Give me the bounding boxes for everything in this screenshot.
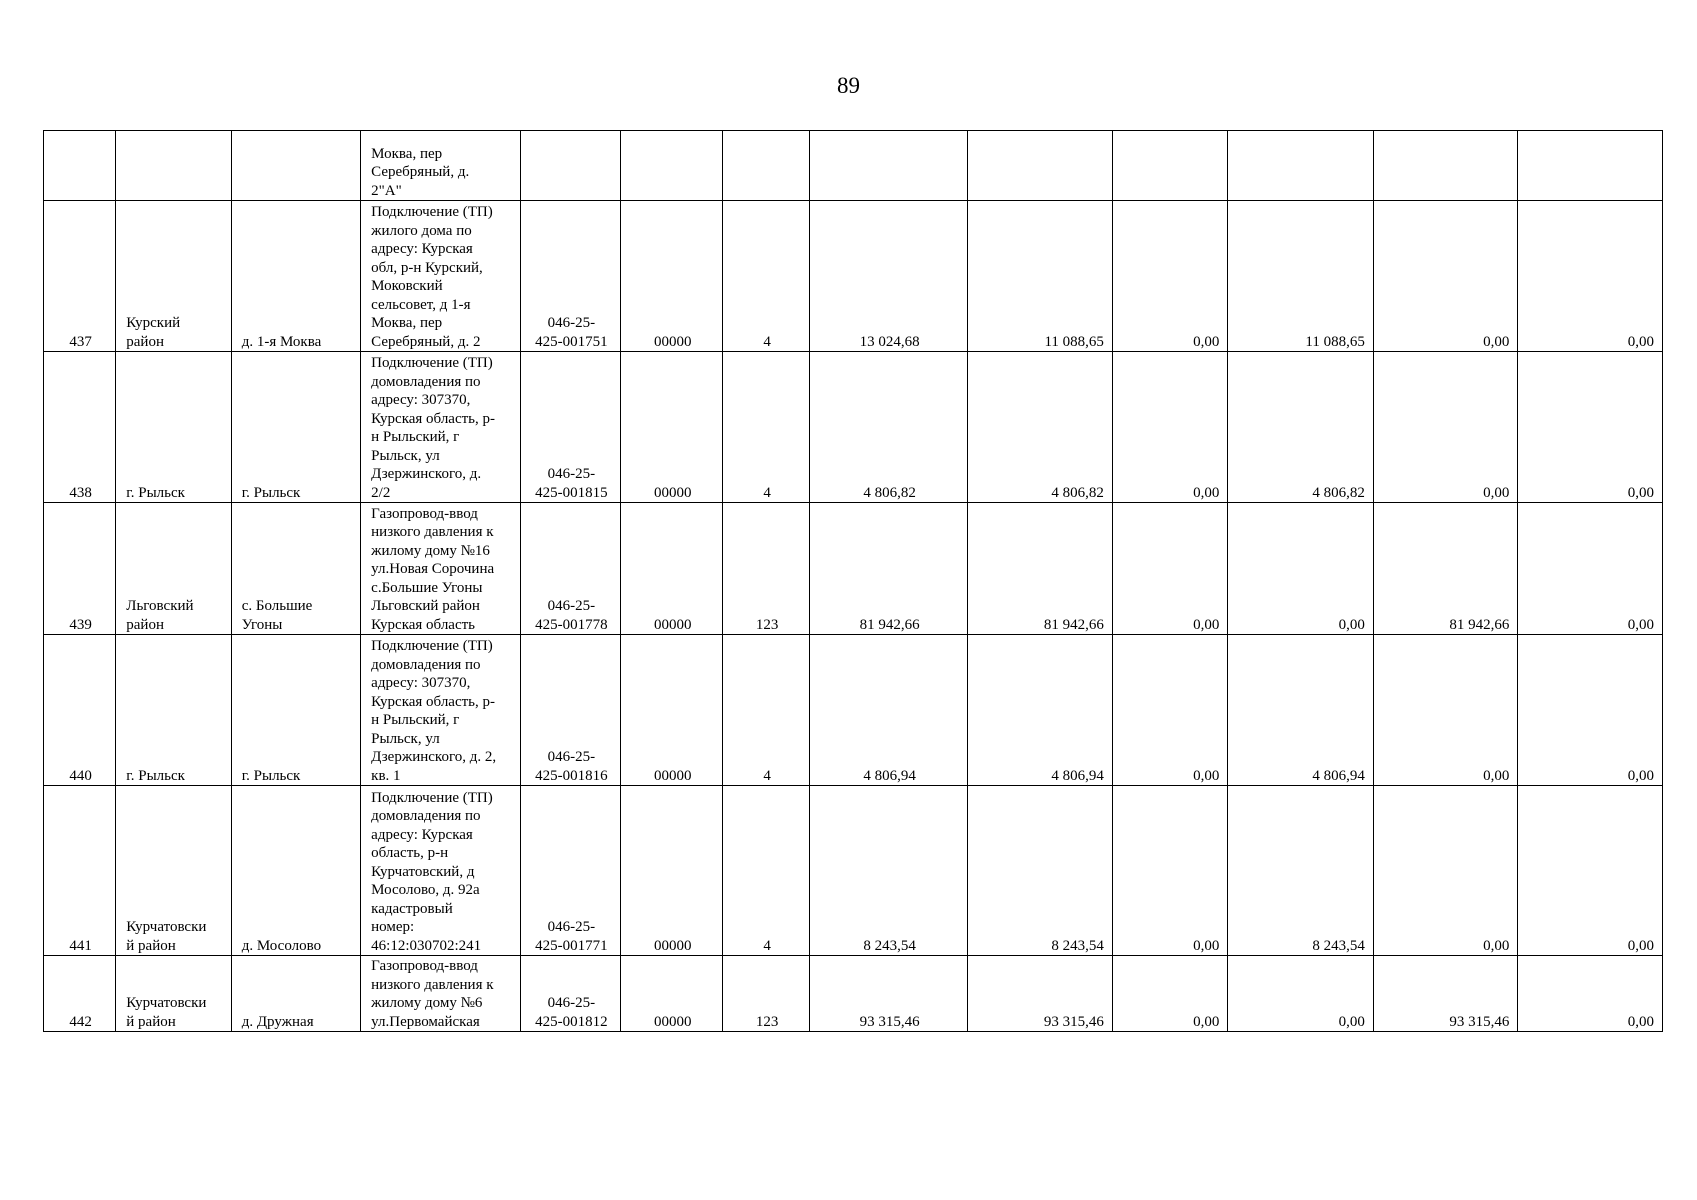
amount-cell	[1518, 956, 1663, 1032]
total-amount-cell	[809, 503, 968, 635]
contract-number-text: 046-25- 425-001815	[535, 466, 608, 501]
amount-cell	[968, 352, 1113, 503]
row-number-cell	[44, 352, 116, 503]
amount-cell	[1228, 503, 1374, 635]
amount-text: 0,00	[1193, 616, 1220, 633]
amount-cell	[1112, 352, 1227, 503]
contract-number-text: 046-25- 425-001816	[535, 749, 608, 784]
amount-text: 0,00	[1627, 1013, 1654, 1030]
description-text: Газопровод-ввод низкого давления к жилому дому №6 ул.Первомайская	[371, 958, 494, 1030]
description-text: Подключение (ТП) домовладения по адресу: 307370, Курская область, р- н Рыльский, г Рыльск, ул Дзержинского, д. 2, кв. 1	[371, 638, 497, 784]
code-cell	[621, 131, 723, 201]
contract-number-text: 046-25- 425-001778	[535, 598, 608, 633]
data-table	[43, 130, 1663, 1032]
category-cell	[723, 635, 809, 786]
table-row	[44, 352, 1663, 503]
description-text: Моква, пер Серебряный, д. 2"А"	[371, 145, 470, 199]
row-number-cell	[44, 786, 116, 956]
amount-cell	[1112, 503, 1227, 635]
amount-text: 0,00	[1193, 1013, 1220, 1030]
code-cell	[621, 635, 723, 786]
district-text: Льговский район	[126, 598, 194, 633]
amount-cell	[1373, 352, 1518, 503]
amount-cell	[1373, 956, 1518, 1032]
description-text: Подключение (ТП) домовладения по адресу: 307370, Курская область, р- н Рыльский, г Рыльск, ул Дзержинского, д. 2/2	[371, 355, 496, 501]
contract-number-cell	[520, 956, 620, 1032]
settlement-cell	[231, 201, 360, 352]
amount-text: 4 806,82	[1312, 484, 1365, 501]
category-cell	[723, 131, 809, 201]
amount-text: 8 243,54	[1051, 937, 1104, 954]
amount-cell	[968, 956, 1113, 1032]
category-text: 4	[763, 484, 771, 501]
category-text: 4	[763, 937, 771, 954]
total-amount-text: 4 806,94	[863, 767, 916, 784]
description-cell	[361, 131, 521, 201]
amount-text: 0,00	[1338, 616, 1365, 633]
row-number-text: 438	[69, 484, 92, 501]
district-text: Курчатовски й район	[126, 995, 207, 1030]
row-number-text: 441	[69, 937, 92, 954]
amount-text: 93 315,46	[1449, 1013, 1510, 1030]
table-row	[44, 956, 1663, 1032]
category-text: 4	[763, 333, 771, 350]
description-text: Подключение (ТП) жилого дома по адресу: Курская обл, р-н Курский, Моковский сельсовет, д 1-я Моква, пер Серебряный, д. 2	[371, 204, 493, 350]
settlement-cell	[231, 635, 360, 786]
amount-text: 81 942,66	[1043, 616, 1104, 633]
contract-number-cell	[520, 503, 620, 635]
category-text: 4	[763, 767, 771, 784]
amount-text: 0,00	[1193, 333, 1220, 350]
amount-cell	[1518, 786, 1663, 956]
code-cell	[621, 352, 723, 503]
total-amount-cell	[809, 352, 968, 503]
district-cell	[116, 201, 231, 352]
description-cell	[361, 201, 521, 352]
amount-text: 0,00	[1483, 333, 1510, 350]
settlement-cell	[231, 503, 360, 635]
amount-cell	[1112, 201, 1227, 352]
district-cell	[116, 503, 231, 635]
contract-number-text: 046-25- 425-001771	[535, 919, 608, 954]
district-cell	[116, 352, 231, 503]
amount-text: 0,00	[1627, 767, 1654, 784]
total-amount-text: 13 024,68	[859, 333, 920, 350]
amount-cell	[1373, 201, 1518, 352]
total-amount-cell	[809, 635, 968, 786]
code-cell	[621, 956, 723, 1032]
amount-cell	[968, 786, 1113, 956]
amount-cell	[1373, 131, 1518, 201]
district-text: г. Рыльск	[126, 484, 185, 501]
amount-cell	[1112, 131, 1227, 201]
category-text: 123	[755, 1013, 779, 1030]
amount-cell	[1518, 352, 1663, 503]
settlement-text: г. Рыльск	[241, 484, 301, 501]
code-text: 00000	[654, 1013, 692, 1030]
district-cell	[116, 635, 231, 786]
settlement-text: д. Мосолово	[241, 937, 322, 954]
code-text: 00000	[654, 333, 692, 350]
amount-text: 0,00	[1338, 1013, 1365, 1030]
amount-text: 93 315,46	[1043, 1013, 1104, 1030]
row-number-text: 442	[69, 1013, 92, 1030]
category-cell	[723, 201, 809, 352]
district-text: Курский район	[126, 315, 181, 350]
amount-text: 0,00	[1627, 484, 1654, 501]
amount-text: 0,00	[1193, 937, 1220, 954]
code-text: 00000	[654, 767, 692, 784]
district-cell	[116, 131, 231, 201]
amount-text: 4 806,94	[1051, 767, 1104, 784]
contract-number-cell	[520, 201, 620, 352]
amount-cell	[968, 635, 1113, 786]
category-cell	[723, 786, 809, 956]
code-cell	[621, 786, 723, 956]
amount-text: 0,00	[1193, 767, 1220, 784]
amount-text: 11 088,65	[1305, 333, 1365, 350]
total-amount-cell	[809, 201, 968, 352]
amount-cell	[1373, 635, 1518, 786]
amount-cell	[1112, 956, 1227, 1032]
amount-cell	[1112, 786, 1227, 956]
description-cell	[361, 503, 521, 635]
total-amount-cell	[809, 786, 968, 956]
description-cell	[361, 635, 521, 786]
amount-cell	[1518, 635, 1663, 786]
settlement-cell	[231, 956, 360, 1032]
district-text: Курчатовски й район	[126, 919, 207, 954]
amount-cell	[968, 201, 1113, 352]
amount-cell	[968, 131, 1113, 201]
page-number: 89	[837, 73, 860, 98]
amount-cell	[1518, 503, 1663, 635]
amount-cell	[1518, 201, 1663, 352]
row-number-cell	[44, 131, 116, 201]
amount-text: 8 243,54	[1312, 937, 1365, 954]
amount-text: 0,00	[1627, 616, 1654, 633]
table-row	[44, 131, 1663, 201]
amount-cell	[1228, 131, 1374, 201]
category-text: 123	[755, 616, 779, 633]
row-number-cell	[44, 201, 116, 352]
settlement-cell	[231, 352, 360, 503]
amount-text: 4 806,82	[1051, 484, 1104, 501]
table-row	[44, 786, 1663, 956]
amount-text: 0,00	[1193, 484, 1220, 501]
amount-text: 0,00	[1627, 937, 1654, 954]
district-cell	[116, 786, 231, 956]
table-row	[44, 503, 1663, 635]
description-text: Подключение (ТП) домовладения по адресу: Курская область, р-н Курчатовский, д Мосолово, д. 92а кадастровый номер: 46:12:030702:241	[371, 789, 493, 954]
row-number-text: 437	[69, 333, 92, 350]
row-number-cell	[44, 956, 116, 1032]
category-cell	[723, 503, 809, 635]
amount-cell	[1228, 352, 1374, 503]
total-amount-text: 81 942,66	[859, 616, 920, 633]
total-amount-cell	[809, 131, 968, 201]
description-text: Газопровод-ввод низкого давления к жилому дому №16 ул.Новая Сорочина с.Большие Угоны Льговский район Курская область	[371, 505, 495, 633]
contract-number-text: 046-25- 425-001812	[535, 995, 608, 1030]
contract-number-cell	[520, 352, 620, 503]
amount-text: 11 088,65	[1044, 333, 1104, 350]
amount-cell	[1112, 635, 1227, 786]
settlement-text: д. Дружная	[241, 1013, 314, 1030]
row-number-text: 439	[69, 616, 92, 633]
amount-cell	[1518, 131, 1663, 201]
code-cell	[621, 503, 723, 635]
amount-cell	[1228, 956, 1374, 1032]
table-row	[44, 201, 1663, 352]
contract-number-text: 046-25- 425-001751	[535, 315, 608, 350]
contract-number-cell	[520, 635, 620, 786]
total-amount-text: 4 806,82	[863, 484, 916, 501]
category-cell	[723, 352, 809, 503]
settlement-text: г. Рыльск	[241, 767, 301, 784]
description-cell	[361, 352, 521, 503]
row-number-cell	[44, 503, 116, 635]
amount-text: 4 806,94	[1312, 767, 1365, 784]
code-cell	[621, 201, 723, 352]
amount-cell	[1228, 635, 1374, 786]
amount-text: 0,00	[1483, 937, 1510, 954]
district-text: г. Рыльск	[126, 767, 185, 784]
amount-cell	[1228, 786, 1374, 956]
district-cell	[116, 956, 231, 1032]
category-cell	[723, 956, 809, 1032]
contract-number-cell	[520, 786, 620, 956]
description-cell	[361, 786, 521, 956]
code-text: 00000	[654, 616, 692, 633]
row-number-text: 440	[69, 767, 92, 784]
contract-number-cell	[520, 131, 620, 201]
total-amount-text: 93 315,46	[859, 1013, 920, 1030]
settlement-cell	[231, 786, 360, 956]
code-text: 00000	[654, 484, 692, 501]
settlement-text: д. 1-я Моква	[241, 333, 322, 350]
amount-text: 0,00	[1483, 484, 1510, 501]
settlement-text: с. Большие Угоны	[241, 598, 313, 633]
amount-cell	[1373, 503, 1518, 635]
settlement-cell	[231, 131, 360, 201]
description-cell	[361, 956, 521, 1032]
amount-cell	[968, 503, 1113, 635]
total-amount-cell	[809, 956, 968, 1032]
amount-text: 0,00	[1627, 333, 1654, 350]
row-number-cell	[44, 635, 116, 786]
table-row	[44, 635, 1663, 786]
amount-text: 81 942,66	[1449, 616, 1510, 633]
code-text: 00000	[654, 937, 692, 954]
total-amount-text: 8 243,54	[863, 937, 916, 954]
amount-cell	[1228, 201, 1374, 352]
amount-cell	[1373, 786, 1518, 956]
amount-text: 0,00	[1483, 767, 1510, 784]
